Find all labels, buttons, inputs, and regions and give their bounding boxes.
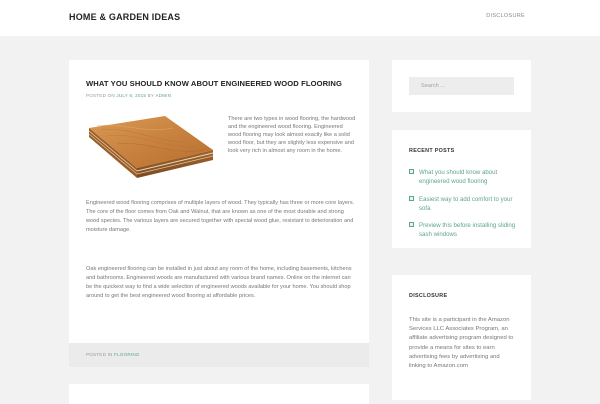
- meta-prefix: POSTED ON: [86, 93, 115, 98]
- disclosure-widget: [392, 275, 531, 400]
- engineered-wood-plank-image: [87, 116, 215, 182]
- post-meta: [86, 93, 171, 98]
- recent-post-link[interactable]: What you should know about engineered wood flooring: [419, 169, 498, 186]
- category-link[interactable]: FLOORING: [114, 352, 140, 357]
- recent-posts-widget: [392, 130, 531, 248]
- disclosure-text: This site is a participant in the Amazon Services LLC Associates Program, an affiliate advertising program designed to provide a means for sites to earn advertising fees by advertising and linking to Amazon.com: [409, 317, 514, 370]
- meta-by: BY: [147, 93, 155, 98]
- site-title-link[interactable]: HOME & GARDEN IDEAS: [69, 12, 181, 22]
- post-category: [86, 352, 140, 357]
- post-title-link[interactable]: WHAT YOU SHOULD KNOW ABOUT ENGINEERED WOOD FLOORING: [86, 79, 342, 88]
- post-lead-text: There are two types in wood flooring, the hardwood and the engineered wood flooring. Engineered wood flooring may look almost exactly like a solid wood floor, but they are slightly less expensive and look very rich in almost any room in the home.: [228, 116, 356, 155]
- recent-post-link[interactable]: Easiest way to add comfort to your sofa: [419, 195, 513, 212]
- square-bullet-icon: [409, 196, 414, 201]
- post-date-link[interactable]: JULY 8, 2015: [116, 93, 147, 98]
- category-prefix: POSTED IN: [86, 352, 113, 357]
- post-paragraph: Oak engineered flooring can be installed in just about any room of the home, including basements, kitchens and bathrooms. Engineered woods are manufactured with various brand names. Online on the internet can be the quickest way to find a wide selection of engineered woods available for your home. You should shop around to get the best engineered wood flooring at affordable prices.: [86, 266, 352, 299]
- list-item: [409, 168, 521, 187]
- next-article-card: [69, 384, 369, 404]
- nav-link-disclosure[interactable]: DISCLOSURE: [486, 13, 525, 19]
- search-widget: [392, 60, 531, 112]
- post-paragraph: Engineered wood flooring comprises of multiple layers of wood. They typically has three or more core layers. The core of the floor comes from Oak and Walnut, that are known as one of the most durable and strong wood species. The various layers are secured together with special wood glue, resistant to deterioration and moisture damage.: [86, 200, 355, 233]
- list-item: [409, 221, 521, 240]
- article-footer: [69, 343, 369, 367]
- article-card: [69, 60, 369, 367]
- list-item: [409, 195, 521, 214]
- disclosure-title: DISCLOSURE: [409, 293, 448, 299]
- square-bullet-icon: [409, 169, 414, 174]
- recent-posts-list: [409, 168, 521, 248]
- square-bullet-icon: [409, 222, 414, 227]
- recent-post-link[interactable]: Preview this before installing sliding sash windows: [419, 222, 516, 239]
- post-author-link[interactable]: ADMIN: [155, 93, 172, 98]
- site-header: [0, 0, 600, 36]
- recent-posts-title: RECENT POSTS: [409, 148, 455, 154]
- search-input[interactable]: [409, 77, 514, 95]
